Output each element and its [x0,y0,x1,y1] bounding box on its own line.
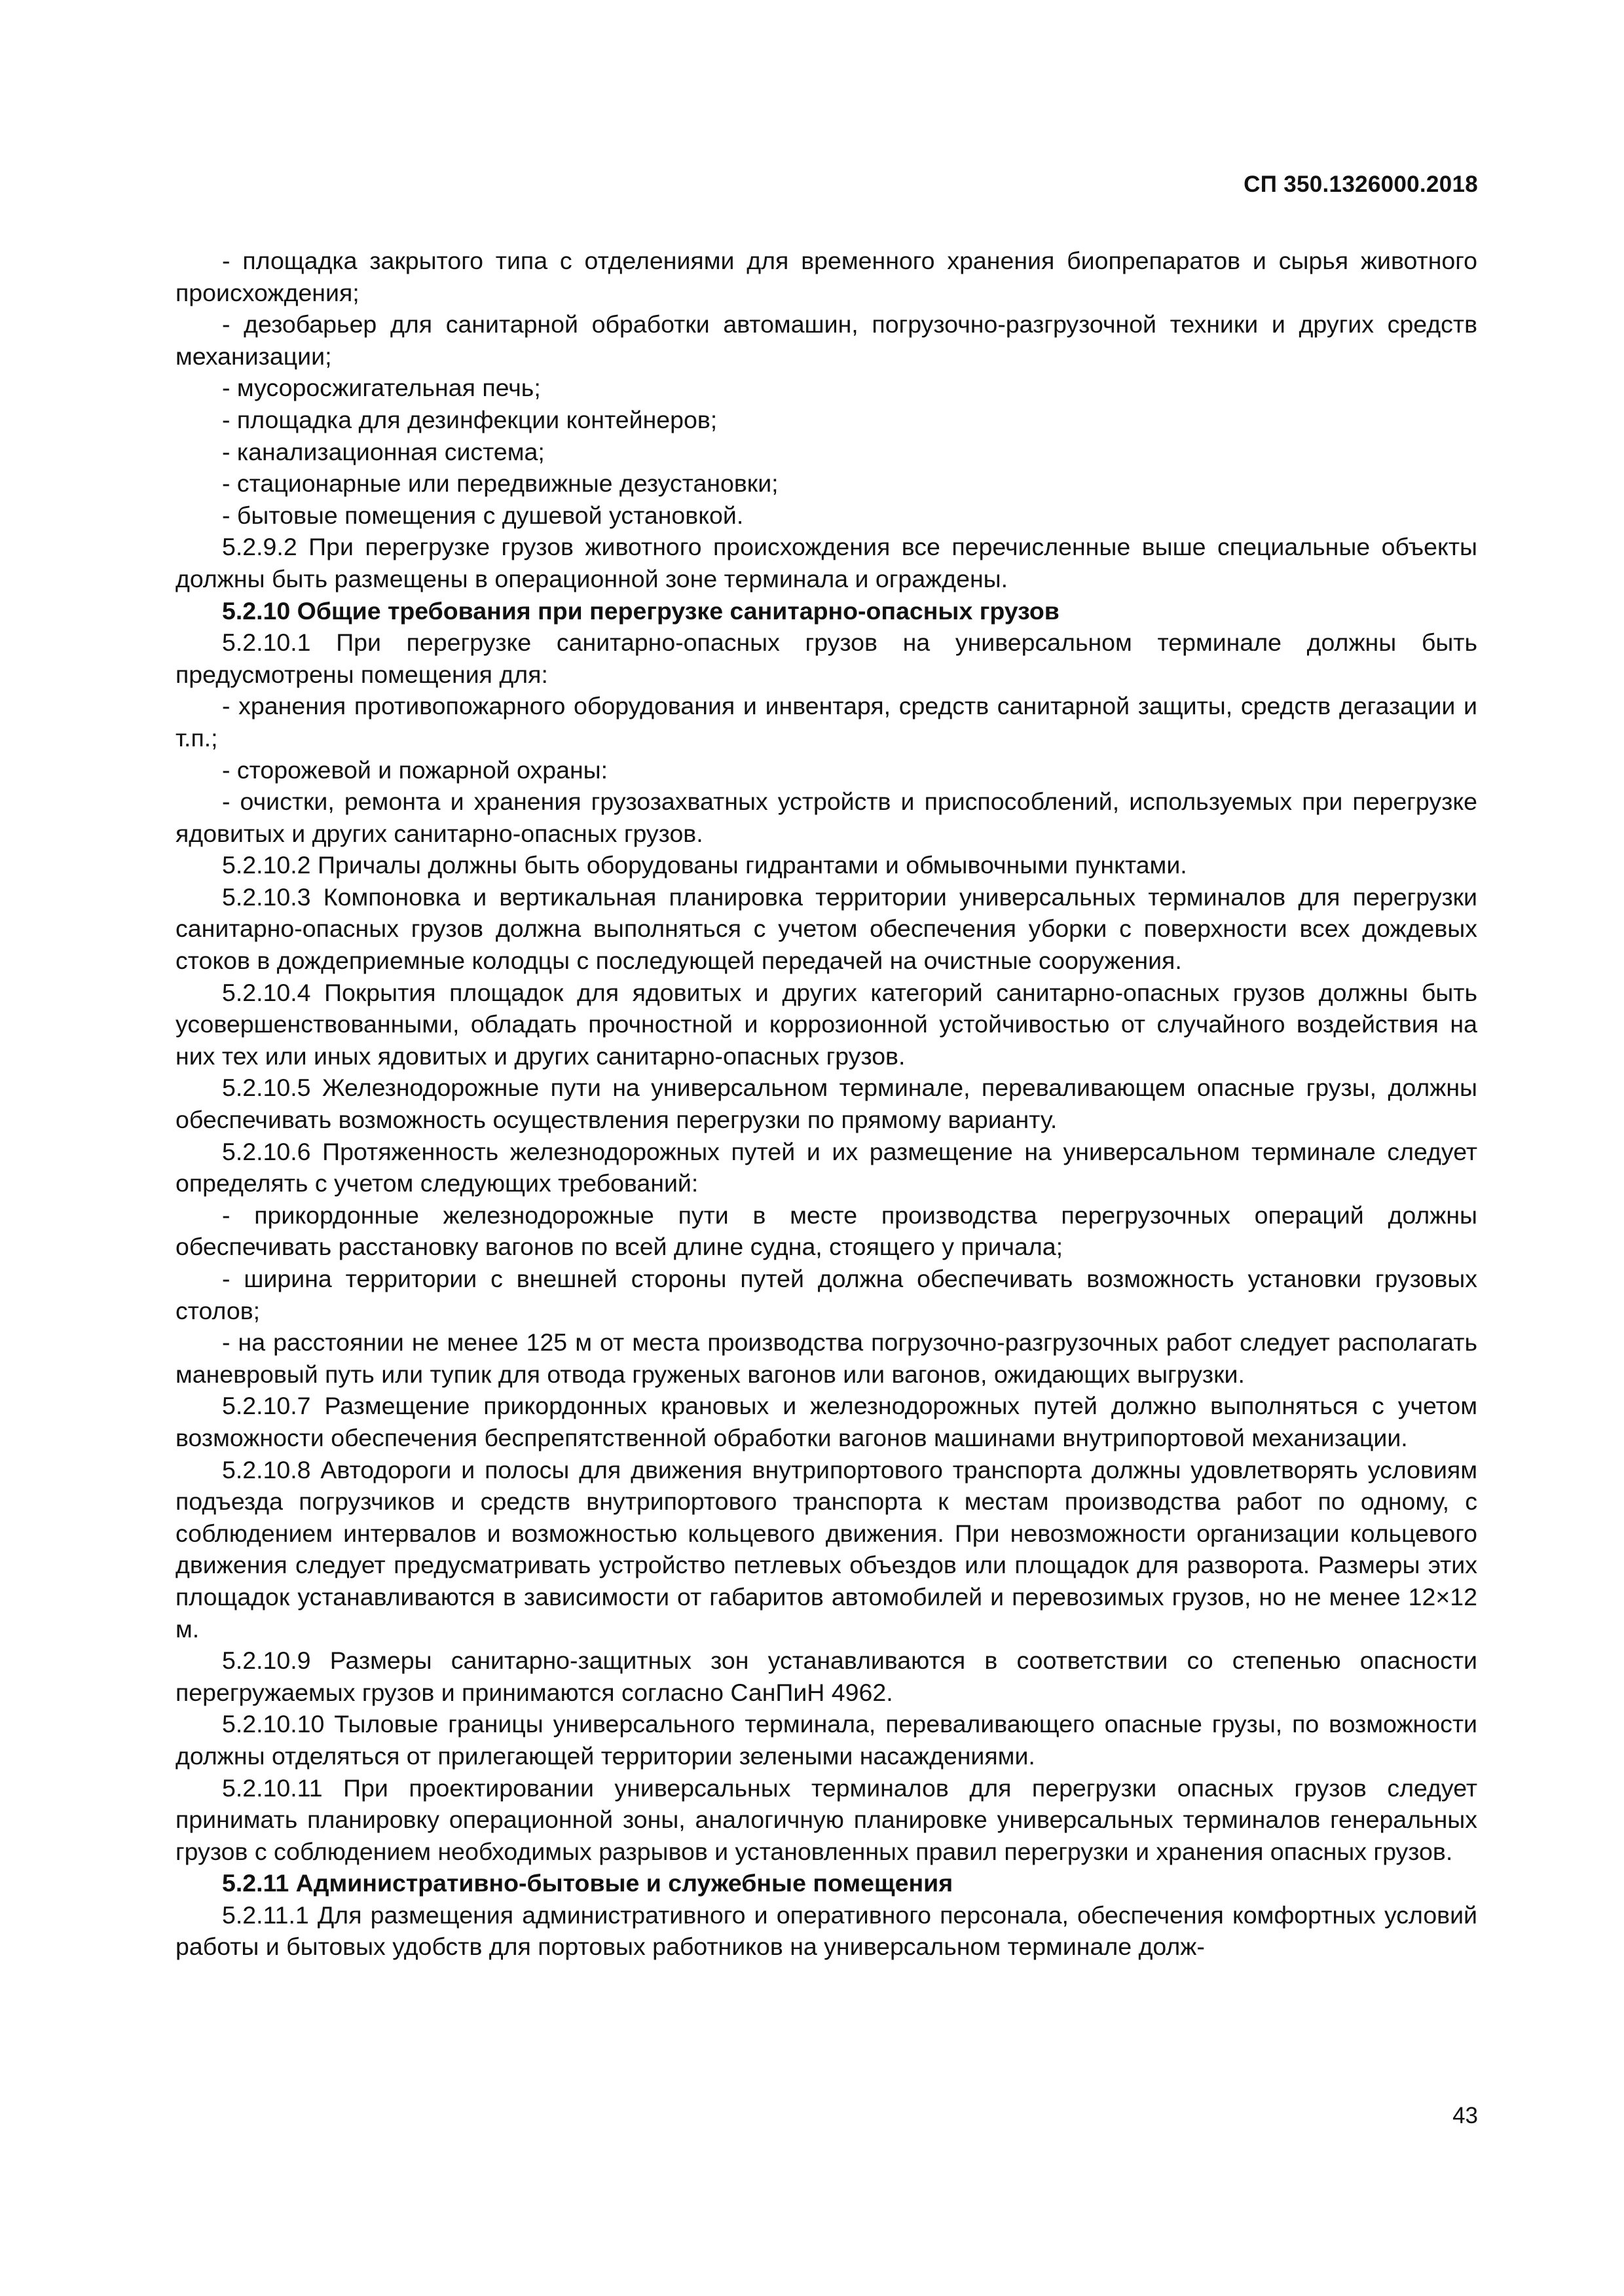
list-item: - канализационная система; [222,437,545,465]
list-item: - стационарные или передвижные дезустановки; [222,469,779,498]
list-item: - мусоросжигательная печь; [222,374,541,402]
clause-paragraph: 5.2.10.9 Размеры санитарно-защитных зон устанавливаются в соответствии со степенью опасности перегружаемых грузов и принимаются согласно СанПиН 4962. [175,1647,1477,1706]
list-item: - прикордонные железнодорожные пути в месте производства перегрузочных операций должны обеспечивать расстановку вагонов по всей длине судна, стоящего у причала; [175,1201,1477,1261]
list-item: - хранения противопожарного оборудования и инвентаря, средств санитарной защиты, средств дегазации и т.п.; [175,692,1477,752]
clause-paragraph: 5.2.10.10 Тыловые границы универсального терминала, переваливающего опасные грузы, по возможности должны отделяться от прилегающей территории зелеными насаждениями. [175,1710,1477,1770]
list-item: - площадка для дезинфекции контейнеров; [222,405,718,433]
clause-paragraph: 5.2.10.7 Размещение прикордонных крановых и железнодорожных путей должно выполняться с учетом возможности обеспечения беспрепятственной обработки вагонов машинами внутрипортовой механизации. [175,1392,1477,1451]
clause-paragraph: 5.2.9.2 При перегрузке грузов животного происхождения все перечисленные выше специальные объекты должны быть размещены в операционной зоне терминала и ограждены. [175,533,1477,592]
section-heading: 5.2.11 Административно-бытовые и служебные помещения [222,1869,953,1897]
document-code: СП 350.1326000.2018 [1244,172,1478,197]
list-item: - на расстоянии не менее 125 м от места производства погрузочно-разгрузочных работ следует располагать маневровый путь или тупик для отвода груженых вагонов или вагонов, ожидающих выгрузки. [175,1328,1477,1388]
list-item: - площадка закрытого типа с отделениями для временного хранения биопрепаратов и сырья животного происхождения; [175,247,1477,306]
list-item: - дезобарьер для санитарной обработки автомашин, погрузочно-разгрузочной техники и других средств механизации; [175,310,1477,370]
clause-paragraph: 5.2.10.5 Железнодорожные пути на универсальном терминале, переваливающем опасные грузы, должны обеспечивать возможность осуществления перегрузки по прямому варианту. [175,1074,1477,1134]
clause-paragraph: 5.2.10.8 Автодороги и полосы для движения внутрипортового транспорта должны удовлетворять условиям подъезда погрузчиков и средств внутрипортового транспорта к местам производства работ по одному, с соблюдением интервалов и возможностью кольцевого движения. При невозможности организации кольцевого движения следует предусматривать устройство петлевых объездов или площадок для разворота. Размеры этих площадок устанавливаются в зависимости от габаритов автомобилей и перевозимых грузов, но не менее 12×12 м. [175,1455,1477,1643]
clause-paragraph: 5.2.10.1 При перегрузке санитарно-опасных грузов на универсальном терминале должны быть предусмотрены помещения для: [175,629,1477,688]
list-item: - бытовые помещения с душевой установкой. [222,501,744,529]
page-number: 43 [1452,2103,1478,2128]
page-body [175,245,1477,1963]
clause-paragraph: 5.2.10.3 Компоновка и вертикальная планировка территории универсальных терминалов для перегрузки санитарно-опасных грузов должна выполняться с учетом обеспечения уборки с поверхности всех дождевых стоков в дождеприемные колодцы с последующей передачей на очистные сооружения. [175,883,1477,975]
clause-paragraph: 5.2.11.1 Для размещения административного и оперативного персонала, обеспечения комфортных условий работы и бытовых удобств для портовых работников на универсальном терминале долж- [175,1901,1477,1961]
list-item: - ширина территории с внешней стороны путей должна обеспечивать возможность установки грузовых столов; [175,1265,1477,1324]
clause-paragraph: 5.2.10.4 Покрытия площадок для ядовитых и других категорий санитарно-опасных грузов должны быть усовершенствованными, обладать прочностной и коррозионной устойчивостью от случайного воздействия на них тех или иных ядовитых и других санитарно-опасных грузов. [175,978,1477,1070]
list-item: - очистки, ремонта и хранения грузозахватных устройств и приспособлений, используемых при перегрузке ядовитых и других санитарно-опасных грузов. [175,788,1477,847]
clause-paragraph: 5.2.10.2 Причалы должны быть оборудованы гидрантами и обмывочными пунктами. [222,851,1187,879]
list-item: - сторожевой и пожарной охраны: [222,756,608,784]
clause-paragraph: 5.2.10.11 При проектировании универсальных терминалов для перегрузки опасных грузов следует принимать планировку операционной зоны, аналогичную планировке универсальных терминалов генеральных грузов с соблюдением необходимых разрывов и установленных правил перегрузки и хранения опасных грузов. [175,1774,1477,1865]
clause-paragraph: 5.2.10.6 Протяженность железнодорожных путей и их размещение на универсальном терминале следует определять с учетом следующих требований: [175,1137,1477,1197]
section-heading: 5.2.10 Общие требования при перегрузке санитарно-опасных грузов [222,596,1060,625]
